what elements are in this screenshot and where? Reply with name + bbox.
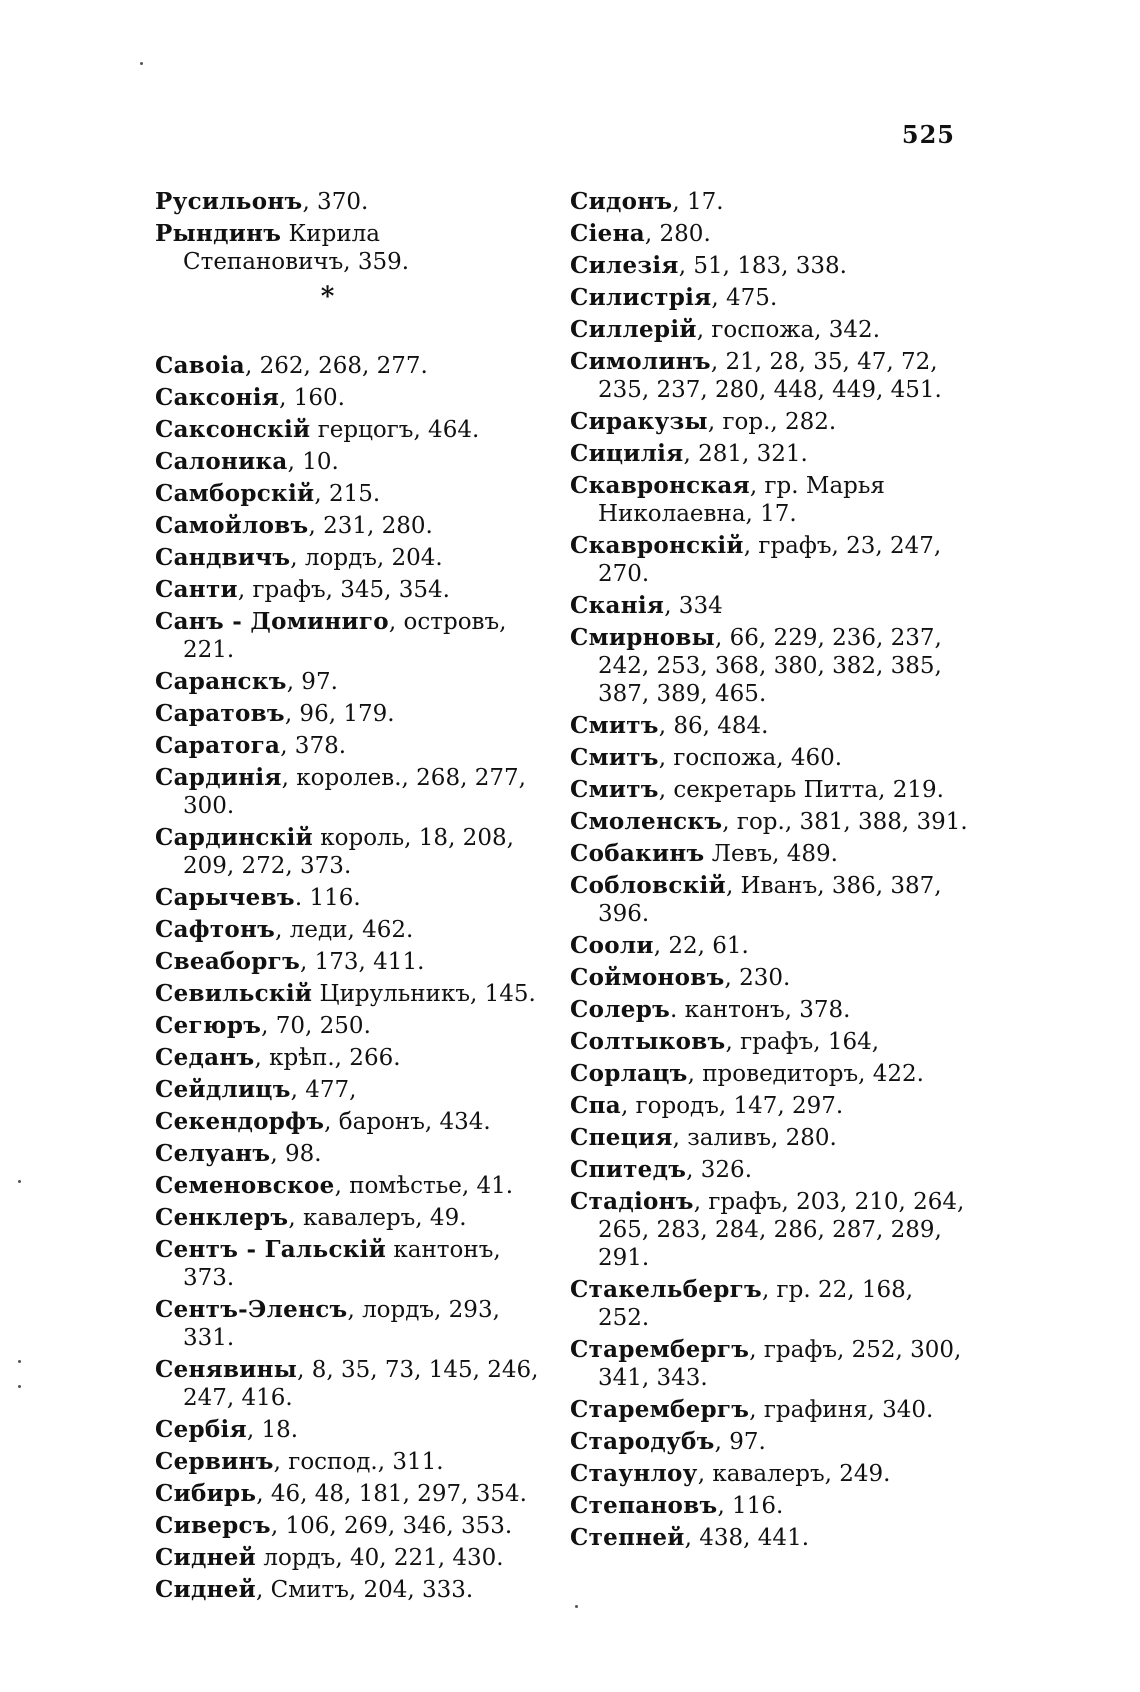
entry-references: , королев., 268, 277, 300. <box>183 765 526 819</box>
index-entry <box>570 188 970 216</box>
entry-references: Кирила Степановичъ, 359. <box>183 221 410 275</box>
entry-references: , 438, 441. <box>684 1525 810 1551</box>
entry-references: , кавалеръ, 49. <box>288 1205 467 1231</box>
index-entry <box>570 408 970 436</box>
entry-references: , 116. <box>717 1493 784 1519</box>
entry-term: Сканія <box>570 592 665 619</box>
entry-term: Сентъ-Эленсъ <box>155 1296 348 1323</box>
index-entry <box>570 1460 970 1488</box>
entry-references: , 326. <box>686 1157 753 1183</box>
entry-term: Сорлацъ <box>570 1060 688 1087</box>
entry-references: , гр. 22, 168, 252. <box>598 1277 914 1331</box>
entry-references: , 8, 35, 73, 145, 246, 247, 416. <box>183 1357 539 1411</box>
entry-references: , 281, 321. <box>683 441 808 467</box>
entry-term: Силистрія <box>570 284 712 311</box>
entry-references: , секретарь Питта, 219. <box>658 777 944 803</box>
speck-decoration <box>575 1605 578 1608</box>
page-number: 525 <box>901 120 955 149</box>
index-entry <box>570 932 970 960</box>
index-entry <box>155 668 550 696</box>
index-entry <box>570 1188 970 1272</box>
index-entry <box>155 884 550 912</box>
index-entry <box>570 1092 970 1120</box>
speck-decoration <box>18 1385 21 1388</box>
index-entry <box>155 576 550 604</box>
entry-term: Седанъ <box>155 1044 255 1071</box>
speck-decoration <box>140 62 143 65</box>
index-entry <box>155 1236 550 1292</box>
entry-term: Русильонъ <box>155 188 303 215</box>
entry-references: , графъ, 23, 247, 270. <box>598 533 942 587</box>
entry-term: Стакельбергъ <box>570 1276 762 1303</box>
entry-references: , госпожа, 342. <box>696 317 880 343</box>
entry-references: , крѣп., 266. <box>254 1045 401 1071</box>
index-entry <box>155 824 550 880</box>
entry-term: Стадіонъ <box>570 1188 694 1215</box>
entry-references: , 231, 280. <box>308 513 433 539</box>
entry-term: Семеновское <box>155 1172 335 1199</box>
entry-term: Саксонскій <box>155 416 311 443</box>
entry-term: Стаунлоу <box>570 1460 698 1487</box>
entry-term: Соймоновъ <box>570 964 725 991</box>
index-entry <box>570 1336 970 1392</box>
entry-term: Сидней <box>155 1544 257 1571</box>
index-entry <box>570 1060 970 1088</box>
entry-term: Скавронскій <box>570 532 744 559</box>
entry-term: Сардинія <box>155 764 282 791</box>
index-entry <box>155 608 550 664</box>
entry-references: , 370. <box>302 189 369 215</box>
index-entry <box>155 1204 550 1232</box>
entry-references: , лордъ, 293, 331. <box>183 1297 500 1351</box>
index-entry <box>570 532 970 588</box>
entry-term: Самойловъ <box>155 512 309 539</box>
entry-references: , гр. Марья Николаевна, 17. <box>598 473 885 527</box>
index-entry <box>155 1076 550 1104</box>
index-entry <box>570 808 970 836</box>
entry-term: Смитъ <box>570 712 659 739</box>
entry-term: Сервинъ <box>155 1448 274 1475</box>
entry-references: , 97. <box>286 669 338 695</box>
entry-references: , 70, 250. <box>261 1013 371 1039</box>
entry-term: Собловскій <box>570 872 726 899</box>
entry-term: Степановъ <box>570 1492 718 1519</box>
entry-term: Силлерій <box>570 316 697 343</box>
entry-term: Сіена <box>570 220 645 247</box>
left-main-entries <box>155 352 550 1604</box>
entry-term: Селуанъ <box>155 1140 271 1167</box>
entry-references: , баронъ, 434. <box>324 1109 491 1135</box>
entry-term: Салоника <box>155 448 288 475</box>
entry-references: , 378. <box>280 733 347 759</box>
index-entry <box>570 996 970 1024</box>
entry-references: , господ., 311. <box>273 1449 444 1475</box>
entry-term: Савоіа <box>155 352 245 379</box>
entry-term: Сейдлицъ <box>155 1076 291 1103</box>
index-entry <box>570 252 970 280</box>
index-entry <box>155 1480 550 1508</box>
index-entry <box>155 1448 550 1476</box>
entry-term: Сербія <box>155 1416 247 1443</box>
entry-term: Сиракузы <box>570 408 708 435</box>
entry-term: Смирновы <box>570 624 716 651</box>
index-entry <box>155 1044 550 1072</box>
index-column-right <box>570 188 970 1556</box>
index-entry <box>155 1108 550 1136</box>
entry-term: Спа <box>570 1092 621 1119</box>
index-entry <box>570 440 970 468</box>
index-entry <box>155 1140 550 1168</box>
entry-references: , Иванъ, 386, 387, 396. <box>598 873 942 927</box>
entry-term: Санти <box>155 576 238 603</box>
entry-term: Сандвичъ <box>155 544 291 571</box>
speck-decoration <box>18 1360 21 1363</box>
index-entry <box>570 624 970 708</box>
entry-term: Сарычевъ <box>155 884 295 911</box>
entry-term: Севильскій <box>155 980 313 1007</box>
entry-references: , леди, 462. <box>275 917 414 943</box>
entry-term: Санъ - Доминиго <box>155 608 389 635</box>
entry-term: Смитъ <box>570 776 659 803</box>
entry-references: , 17. <box>672 189 724 215</box>
index-entry <box>570 1276 970 1332</box>
entry-term: Старембергъ <box>570 1396 750 1423</box>
entry-references: , 215. <box>314 481 381 507</box>
entry-references: , 66, 229, 236, 237, 242, 253, 368, 380, 382, 385, 387, 389, 465. <box>598 625 942 707</box>
entry-term: Саратога <box>155 732 281 759</box>
entry-term: Сафтонъ <box>155 916 276 943</box>
entry-references: , 160. <box>279 385 345 411</box>
entry-references: , 334 <box>664 593 723 619</box>
entry-term: Солеръ <box>570 996 671 1023</box>
speck-decoration <box>18 1180 21 1183</box>
index-entry <box>155 480 550 508</box>
entry-term: Саратовъ <box>155 700 285 727</box>
index-entry <box>155 448 550 476</box>
index-entry <box>570 1524 970 1552</box>
entry-references: , гор., 282. <box>707 409 837 435</box>
index-column-left <box>155 188 550 1608</box>
entry-term: Сегюръ <box>155 1012 262 1039</box>
entry-references: Левъ, 489. <box>704 841 838 867</box>
right-entries <box>570 188 970 1552</box>
entry-term: Сооли <box>570 932 654 959</box>
index-entry <box>155 980 550 1008</box>
index-entry <box>570 1156 970 1184</box>
index-entry <box>570 284 970 312</box>
index-entry <box>570 744 970 772</box>
index-entry <box>155 1296 550 1352</box>
entry-references: лордъ, 40, 221, 430. <box>256 1545 504 1571</box>
entry-term: Стародубъ <box>570 1428 715 1455</box>
index-entry <box>155 732 550 760</box>
index-entry <box>570 220 970 248</box>
index-entry <box>155 1576 550 1604</box>
entry-term: Сицилія <box>570 440 684 467</box>
entry-references: кантонъ, 373. <box>183 1237 501 1291</box>
entry-term: Солтыковъ <box>570 1028 726 1055</box>
index-entry <box>155 1512 550 1540</box>
entry-references: , 230. <box>724 965 791 991</box>
entry-references: , 21, 28, 35, 47, 72, 235, 237, 280, 448, 449, 451. <box>598 349 942 403</box>
index-entry <box>570 592 970 620</box>
index-entry <box>155 512 550 540</box>
entry-term: Сентъ - Гальскій <box>155 1236 387 1263</box>
entry-references: , графъ, 164, <box>725 1029 880 1055</box>
entry-references: , Смитъ, 204, 333. <box>256 1577 474 1603</box>
entry-references: , 173, 411. <box>300 949 425 975</box>
entry-references: , 98. <box>270 1141 322 1167</box>
entry-term: Степней <box>570 1524 685 1551</box>
entry-term: Саранскъ <box>155 668 287 695</box>
index-entry <box>155 948 550 976</box>
entry-term: Сибирь <box>155 1480 257 1507</box>
entry-term: Саксонія <box>155 384 280 411</box>
entry-references: , гор., 381, 388, 391. <box>722 809 968 835</box>
entry-term: Секендорфъ <box>155 1108 325 1135</box>
entry-term: Симолинъ <box>570 348 711 375</box>
entry-references: , кавалеръ, 249. <box>697 1461 891 1487</box>
index-entry <box>155 1544 550 1572</box>
left-top-entries <box>155 188 550 276</box>
index-entry <box>155 1172 550 1200</box>
entry-references: , графъ, 252, 300, 341, 343. <box>598 1337 962 1391</box>
index-entry <box>570 964 970 992</box>
entry-references: , 477, <box>290 1077 357 1103</box>
index-entry <box>155 916 550 944</box>
index-entry <box>570 1492 970 1520</box>
entry-references: , помѣстье, 41. <box>334 1173 514 1199</box>
index-entry <box>155 188 550 216</box>
index-entry <box>155 1012 550 1040</box>
entry-references: , островъ, 221. <box>183 609 507 663</box>
entry-references: , 262, 268, 277. <box>244 353 428 379</box>
index-entry <box>155 1416 550 1444</box>
index-entry <box>155 1356 550 1412</box>
index-entry <box>155 764 550 820</box>
entry-term: Рындинъ <box>155 220 282 247</box>
entry-references: , 22, 61. <box>653 933 749 959</box>
index-entry <box>570 1428 970 1456</box>
entry-references: , 18. <box>246 1417 299 1443</box>
entry-references: , 86, 484. <box>658 713 769 739</box>
entry-references: , городъ, 147, 297. <box>620 1093 844 1119</box>
entry-term: Собакинъ <box>570 840 705 867</box>
index-entry <box>570 316 970 344</box>
entry-references: , графъ, 345, 354. <box>237 577 450 603</box>
entry-term: Смитъ <box>570 744 659 771</box>
entry-term: Спитедъ <box>570 1156 687 1183</box>
entry-references: Цирульникъ, 145. <box>312 981 536 1007</box>
index-entry <box>570 712 970 740</box>
entry-term: Старембергъ <box>570 1336 750 1363</box>
entry-references: , 96, 179. <box>284 701 395 727</box>
entry-references: , лордъ, 204. <box>290 545 443 571</box>
index-entry <box>155 544 550 572</box>
index-entry <box>155 352 550 380</box>
entry-references: , графъ, 203, 210, 264, 265, 283, 284, 286, 287, 289, 291. <box>598 1189 965 1271</box>
entry-references: король, 18, 208, 209, 272, 373. <box>183 825 514 879</box>
index-entry <box>570 1124 970 1152</box>
entry-term: Свеаборгъ <box>155 948 301 975</box>
entry-term: Сидней <box>155 1576 257 1603</box>
entry-references: , 475. <box>711 285 778 311</box>
entry-term: Сенявины <box>155 1356 298 1383</box>
entry-references: , 280. <box>644 221 711 247</box>
index-entry <box>570 472 970 528</box>
entry-references: , 46, 48, 181, 297, 354. <box>256 1481 527 1507</box>
entry-term: Сидонъ <box>570 188 673 215</box>
entry-references: , 106, 269, 346, 353. <box>270 1513 513 1539</box>
entry-term: Самборскій <box>155 480 315 507</box>
entry-term: Смоленскъ <box>570 808 723 835</box>
entry-term: Скавронская <box>570 472 750 499</box>
index-entry <box>155 220 550 276</box>
index-entry <box>570 1028 970 1056</box>
entry-references: , 97. <box>714 1429 766 1455</box>
index-entry <box>570 776 970 804</box>
index-entry <box>155 384 550 412</box>
section-separator: * <box>320 282 335 312</box>
entry-references: , заливъ, 280. <box>672 1125 837 1151</box>
entry-references: герцогъ, 464. <box>310 417 480 443</box>
entry-references: , госпожа, 460. <box>658 745 843 771</box>
index-entry <box>570 840 970 868</box>
entry-references: , 51, 183, 338. <box>678 253 847 279</box>
entry-references: . кантонъ, 378. <box>670 997 851 1023</box>
entry-term: Сенклеръ <box>155 1204 289 1231</box>
index-entry <box>570 1396 970 1424</box>
index-entry <box>155 416 550 444</box>
entry-term: Сардинскій <box>155 824 313 851</box>
entry-references: , графиня, 340. <box>749 1397 934 1423</box>
entry-references: . 116. <box>294 885 361 911</box>
entry-term: Сиверсъ <box>155 1512 271 1539</box>
entry-term: Силезія <box>570 252 679 279</box>
index-entry <box>155 700 550 728</box>
entry-references: , проведиторъ, 422. <box>687 1061 924 1087</box>
index-entry <box>570 872 970 928</box>
entry-term: Специя <box>570 1124 673 1151</box>
index-entry <box>570 348 970 404</box>
entry-references: , 10. <box>287 449 339 475</box>
